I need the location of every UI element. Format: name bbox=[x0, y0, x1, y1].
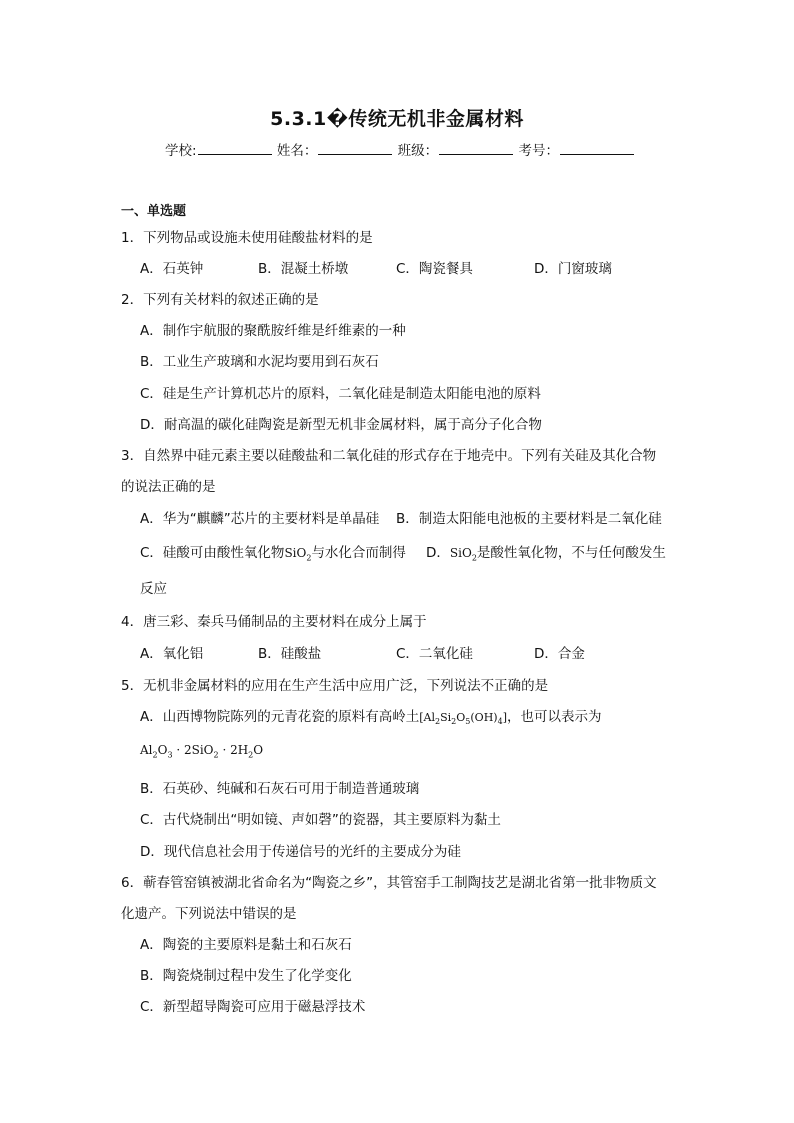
q2-option-d: D．耐高温的碳化硅陶瓷是新型无机非金属材料，属于高分子化合物 bbox=[140, 417, 542, 433]
q3-option-a: A．华为“麒麟”芯片的主要材料是单晶硅 bbox=[140, 511, 380, 527]
q4-stem: 4．唐三彩、秦兵马俑制品的主要材料在成分上属于 bbox=[121, 614, 427, 630]
q3-option-d-pre: D． bbox=[426, 545, 450, 561]
student-info-row bbox=[165, 139, 635, 159]
q5-option-c: C．古代烧制出“明如镜、声如磬”的瓷器，其主要原料为黏土 bbox=[140, 812, 501, 828]
q2-stem: 2．下列有关材料的叙述正确的是 bbox=[121, 292, 319, 308]
q6-option-a: A．陶瓷的主要原料是黏土和石灰石 bbox=[140, 937, 352, 953]
number-blank[interactable] bbox=[560, 140, 634, 155]
q1-option-b: B．混凝土桥墩 bbox=[258, 261, 349, 277]
q3-option-d-continued: 反应 bbox=[140, 581, 167, 597]
q4-option-c: C．二氧化硅 bbox=[396, 646, 473, 662]
q3-option-d-post: 是酸性氧化物，不与任何酸发生 bbox=[476, 545, 666, 561]
q1-option-c: C．陶瓷餐具 bbox=[396, 261, 473, 277]
class-blank[interactable] bbox=[439, 140, 513, 155]
name-label: 姓名： bbox=[276, 143, 318, 159]
q5-option-a-pre: A．山西博物院陈列的元青花瓷的原料有高岭土 bbox=[140, 709, 420, 725]
school-blank[interactable] bbox=[198, 140, 272, 155]
q6-stem-line1: 6．蕲春管窑镇被湖北省命名为“陶瓷之乡”，其管窑手工制陶技艺是湖北省第一批非物质文 bbox=[121, 875, 657, 891]
q3-option-c-post: 与水化合而制得 bbox=[311, 545, 406, 561]
q2-option-c: C．硅是生产计算机芯片的原料，二氧化硅是制造太阳能电池的原料 bbox=[140, 386, 541, 402]
q2-option-a: A．制作宇航服的聚酰胺纤维是纤维素的一种 bbox=[140, 323, 406, 339]
q1-stem: 1．下列物品或设施未使用硅酸盐材料的是 bbox=[121, 230, 373, 246]
q4-option-b: B．硅酸盐 bbox=[258, 646, 322, 662]
q5-option-a bbox=[140, 708, 601, 731]
number-label: 考号： bbox=[518, 143, 559, 159]
q3-stem-line2: 的说法正确的是 bbox=[121, 479, 216, 495]
q6-option-c: C．新型超导陶瓷可应用于磁悬浮技术 bbox=[140, 999, 366, 1015]
q3-option-c-pre: C．硅酸可由酸性氧化物 bbox=[140, 545, 285, 561]
q1-option-d: D．门窗玻璃 bbox=[534, 261, 612, 277]
school-label: 学校: bbox=[165, 143, 197, 159]
q6-option-b: B．陶瓷烧制过程中发生了化学变化 bbox=[140, 968, 352, 984]
q1-option-a: A．石英钟 bbox=[140, 261, 204, 277]
q1-options bbox=[140, 260, 700, 278]
sio2-formula: SiO$_2$ bbox=[284, 546, 312, 563]
q5-option-a-post: ，也可以表示为 bbox=[506, 709, 602, 725]
q3-option-c bbox=[140, 544, 406, 567]
q3-options-ab bbox=[140, 510, 700, 528]
q3-stem-line1: 3．自然界中硅元素主要以硅酸盐和二氧化硅的形式存在于地壳中。下列有关硅及其化合物 bbox=[121, 448, 657, 464]
q2-option-b: B．工业生产玻璃和水泥均要用到石灰石 bbox=[140, 354, 379, 370]
q3-options-cd bbox=[140, 544, 700, 562]
class-label: 班级： bbox=[397, 143, 439, 159]
section-heading: 一、单选题 bbox=[121, 204, 187, 219]
q3-option-b: B．制造太阳能电池板的主要材料是二氧化硅 bbox=[396, 511, 662, 527]
q4-option-d: D．合金 bbox=[534, 646, 585, 662]
q5-option-b: B．石英砂、纯碱和石灰石可用于制造普通玻璃 bbox=[140, 781, 420, 797]
document-title: 5.3.1�传统无机非金属材料 bbox=[270, 108, 524, 130]
kaolin-formula: $[Al_2Si_2O_5(OH)_4]$ bbox=[419, 711, 507, 727]
sio2-formula: SiO$_2$ bbox=[449, 546, 477, 563]
q6-stem-line2: 化遗产。下列说法中错误的是 bbox=[121, 906, 297, 922]
q4-options bbox=[140, 645, 700, 663]
q5-stem: 5．无机非金属材料的应用在生产生活中应用广泛，下列说法不正确的是 bbox=[121, 678, 549, 694]
name-blank[interactable] bbox=[318, 140, 392, 155]
q4-option-a: A．氧化铝 bbox=[140, 646, 204, 662]
q3-option-d bbox=[426, 544, 666, 567]
q5-option-d: D．现代信息社会用于传递信号的光纤的主要成分为硅 bbox=[140, 844, 461, 860]
kaolin-oxide-formula: $Al_2O_3 \cdot 2SiO_2 \cdot 2H_2O$ bbox=[140, 743, 264, 760]
